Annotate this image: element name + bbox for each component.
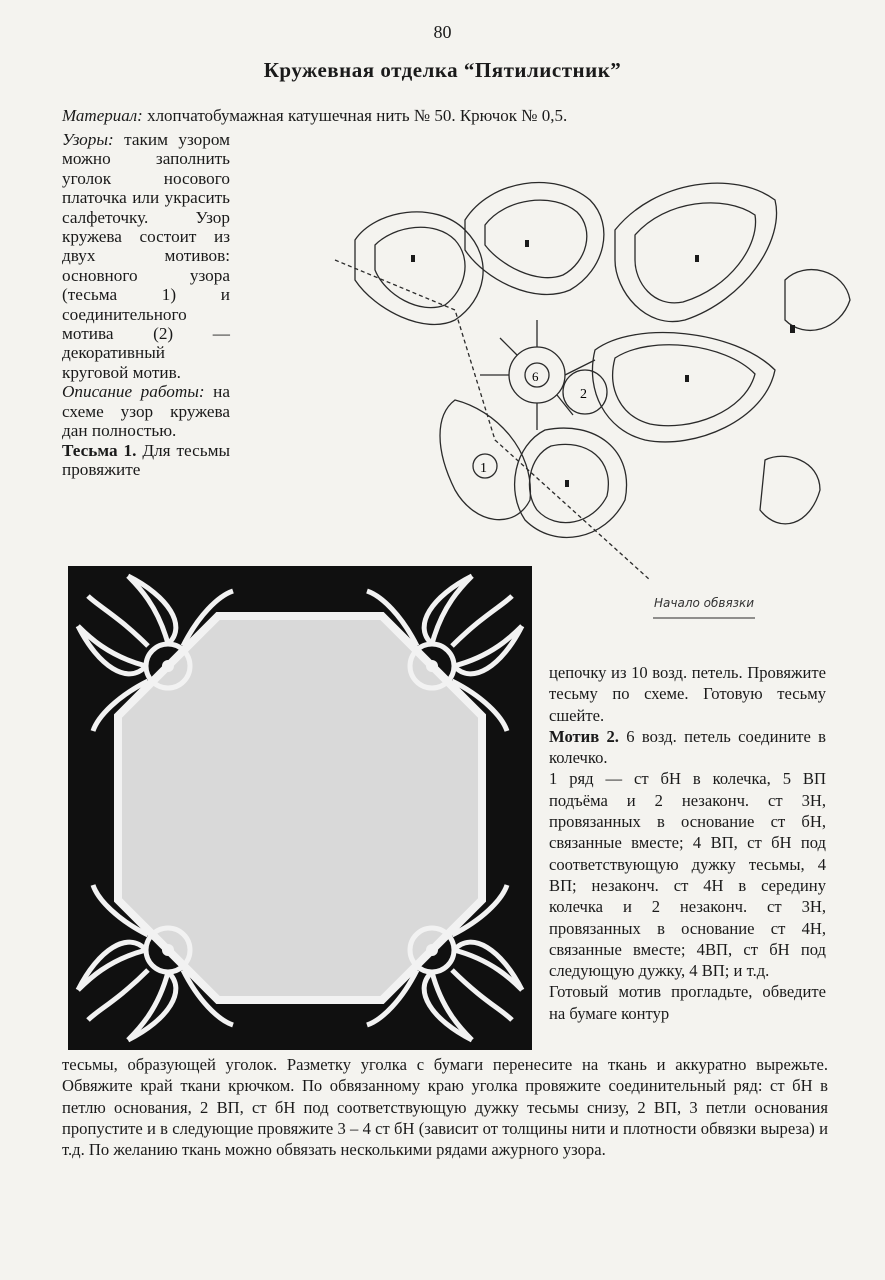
motif-text: 6 возд. петель соедините в колечко.	[549, 726, 826, 768]
tape-label: Тесьма 1.	[62, 440, 137, 460]
schema-side-motif-top	[785, 270, 850, 331]
schema-leaf-right-inner	[613, 345, 755, 426]
right-paragraph-1: цепочку из 10 возд. петель. Провяжите тесьму по схеме. Готовую тесьму сшейте.	[549, 663, 826, 725]
right-column	[549, 662, 826, 1024]
material-label: Материал:	[62, 106, 143, 125]
patterns-paragraph	[62, 130, 230, 382]
tape-text: Для тесьмы провяжите	[62, 440, 230, 479]
fabric-area	[118, 616, 482, 1000]
motif-paragraph	[549, 726, 826, 769]
right-paragraph-3: 1 ряд — ст бН в колечка, 5 ВП подъёма и 2 незаконч. ст 3Н, провязанных в основание ст бН, связанные вместе; 4 ВП, ст бН под соответствующую дужку тесьмы, 4 ВП; незаконч. ст 4Н в середину колечка и 2 незаконч. ст 3Н, провязанных в основание ст 4Н, связанные вместе; 4ВП, ст бН под следующую дужку, 4 ВП; и т.д.	[549, 769, 826, 981]
schema-edge-line	[335, 260, 650, 580]
description-label: Описание работы:	[62, 382, 205, 402]
start-label: Начало обвязки	[654, 596, 755, 610]
schema-leaf-right	[592, 333, 775, 442]
material-text: хлопчатобумажная катушечная нить № 50. Крючок № 0,5.	[142, 106, 568, 125]
schema-leaf-top	[465, 183, 604, 295]
motif-label: Мотив 2.	[549, 726, 619, 746]
material-line	[62, 106, 567, 126]
schema-side-motif-bottom	[760, 456, 820, 524]
description-text: на схеме узор кружева дан полностью.	[62, 382, 230, 441]
lace-photo-drawing	[68, 566, 532, 1050]
schema-label-2: 2	[580, 387, 587, 402]
description-paragraph	[62, 382, 230, 440]
patterns-text: таким узором можно заполнить уголок носового платочка или украсить салфеточку. Узор кружева состоит из двух мотивов: основного узора (тесьма 1) и соединительного мотива (2) — декоративный круговой мотив.	[62, 130, 230, 382]
schema-label-1: 1	[480, 461, 487, 476]
tape-paragraph	[62, 441, 230, 480]
right-paragraph-4: Готовый мотив прогладьте, обведите на бумаге контур	[549, 982, 826, 1023]
schema-label-6: 6	[532, 369, 539, 384]
schema-leaf-left	[355, 212, 483, 325]
crochet-schema-diagram	[315, 160, 855, 630]
lace-photo	[68, 566, 532, 1050]
patterns-label: Узоры:	[62, 130, 114, 149]
page-number: 80	[433, 22, 452, 42]
schema-leaf-top-inner	[485, 200, 587, 277]
page-title: Кружевная отделка “Пятилистник”	[263, 58, 622, 82]
bottom-paragraph: тесьмы, образующей уголок. Разметку уголка с бумаги перенесите на ткань и аккуратно вырежьте. Обвяжите край ткани крючком. По обвязанному краю уголка провяжите соединительный ряд: ст бН в петлю основания, 2 ВП, ст бН под соответствующую дужку тесьмы снизу, 2 ВП, 3 петли основания пропустите и в следующие провяжите 3 – 4 ст бН (зависит от толщины нити и плотности обвязки выреза) и т.д. По желанию ткань можно обвязать несколькими рядами ажурного узора.	[62, 1055, 828, 1160]
left-column	[62, 130, 230, 479]
